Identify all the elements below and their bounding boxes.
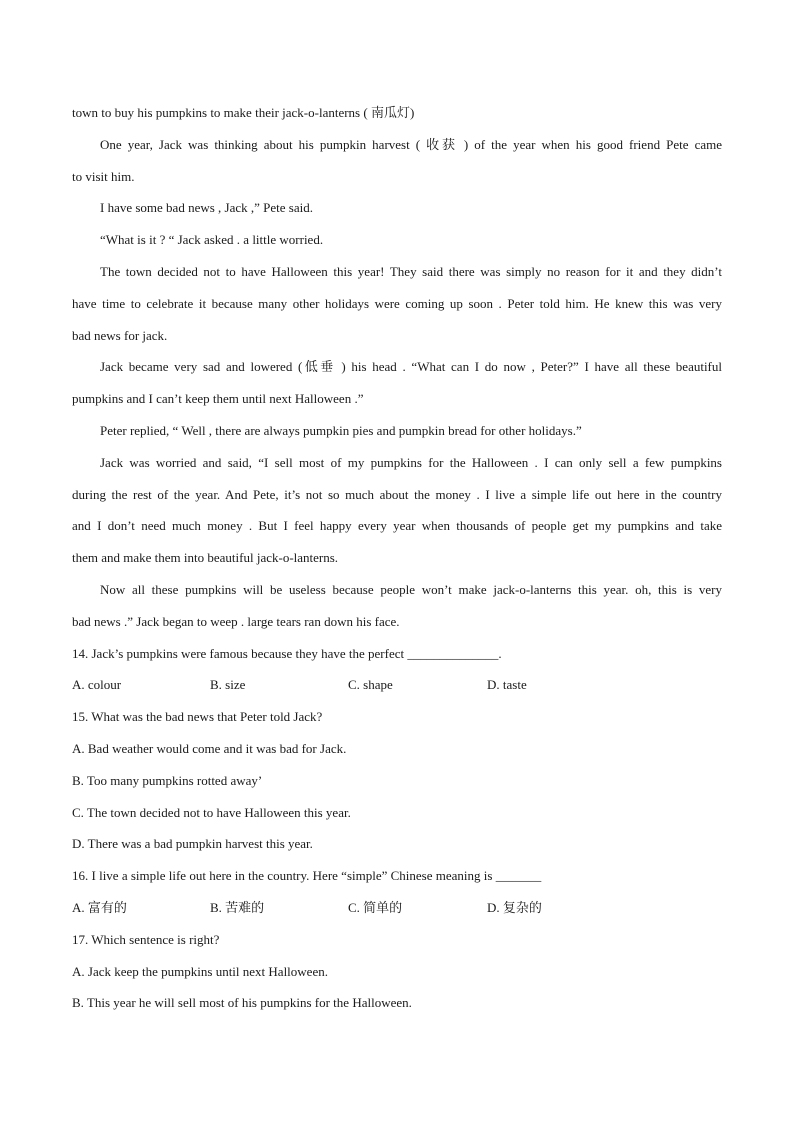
passage-line: and I don’t need much money . But I feel happy every year when thousands of people get my pumpkins and take	[72, 518, 722, 534]
option-a: A. colour	[72, 677, 122, 693]
option-c: C. The town decided not to have Halloween this year.	[72, 804, 351, 820]
passage-line: One year, Jack was thinking about his pumpkin harvest ( 收获 ) of the year when his good friend Pete came	[100, 136, 722, 152]
passage-line: bad news for jack.	[72, 327, 168, 343]
question-16-stem: 16. I live a simple life out here in the country. Here “simple” Chinese meaning is _______	[72, 868, 542, 884]
question-16-options	[72, 892, 722, 924]
passage-line: Jack was worried and said, “I sell most of my pumpkins for the Halloween . I can only sell a few pumpkins	[100, 454, 722, 470]
option-b: B. Too many pumpkins rotted away’	[72, 772, 263, 788]
question-14-stem: 14. Jack’s pumpkins were famous because they have the perfect ______________.	[72, 645, 502, 661]
option-a: A. Jack keep the pumpkins until next Halloween.	[72, 963, 328, 979]
option-b: B. This year he will sell most of his pumpkins for the Halloween.	[72, 995, 412, 1011]
passage-line: Now all these pumpkins will be useless because people won’t make jack-o-lanterns this year. oh, this is very	[100, 581, 722, 597]
passage-line: to visit him.	[72, 168, 135, 184]
passage-line: have time to celebrate it because many other holidays were coming up soon . Peter told him. He knew this was very	[72, 295, 722, 311]
question-15-stem: 15. What was the bad news that Peter told Jack?	[72, 709, 323, 725]
option-a: A. Bad weather would come and it was bad for Jack.	[72, 740, 347, 756]
passage-line: during the rest of the year. And Pete, it’s not so much about the money . I live a simple life out here in the country	[72, 486, 722, 502]
option-b: B. 苦难的	[210, 899, 265, 915]
passage-line: Peter replied, “ Well , there are always pumpkin pies and pumpkin bread for other holidays.”	[100, 422, 582, 438]
passage-line: The town decided not to have Halloween this year! They said there was simply no reason for it and they didn’t	[100, 263, 722, 279]
option-b: B. size	[210, 677, 246, 693]
option-d: D. taste	[487, 677, 527, 693]
question-17-stem: 17. Which sentence is right?	[72, 931, 220, 947]
passage-line: Jack became very sad and lowered (低垂 ) his head . “What can I do now , Peter?” I have all these beautiful	[100, 359, 722, 375]
passage-line: I have some bad news , Jack ,” Pete said.	[100, 200, 313, 216]
passage-line: bad news .” Jack began to weep . large tears ran down his face.	[72, 613, 400, 629]
option-c: C. shape	[348, 677, 393, 693]
passage-line: pumpkins and I can’t keep them until next Halloween .”	[72, 391, 364, 407]
document-page	[72, 97, 722, 1019]
option-a: A. 富有的	[72, 899, 127, 915]
passage-line: “What is it ? “ Jack asked . a little worried.	[100, 232, 324, 248]
option-d: D. 复杂的	[487, 899, 542, 915]
question-14-options	[72, 669, 722, 701]
option-d: D. There was a bad pumpkin harvest this year.	[72, 836, 313, 852]
passage-line: town to buy his pumpkins to make their jack-o-lanterns ( 南瓜灯)	[72, 105, 415, 120]
passage-line: them and make them into beautiful jack-o-lanterns.	[72, 550, 339, 566]
option-c: C. 简单的	[348, 899, 403, 915]
